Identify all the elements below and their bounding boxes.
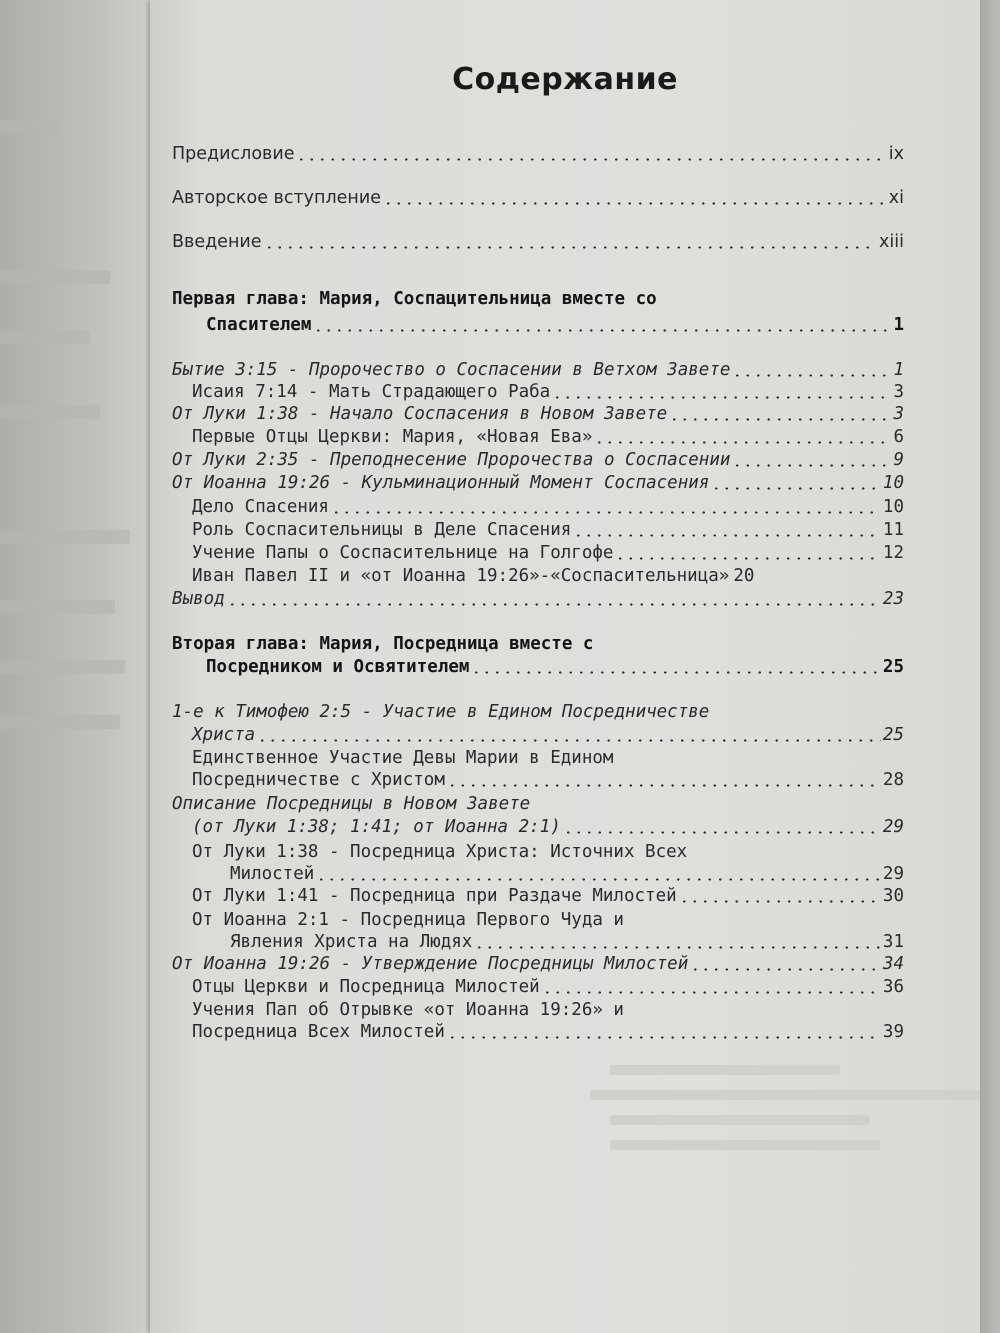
toc-entry[interactable] (230, 862, 904, 886)
toc-entry-title: Первые Отцы Церкви: Мария, «Новая Ева» (192, 427, 593, 447)
toc-page-number: 9 (893, 450, 904, 470)
bleed-through-mark (610, 1065, 840, 1075)
toc-page-number: 1 (893, 315, 904, 335)
toc-entry-title: Учение Папы о Соспасительнице на Голгофе (192, 543, 614, 563)
toc-entry-title: Вывод (172, 589, 225, 609)
dot-leader (264, 230, 878, 249)
toc-entry-title-line: От Иоанна 2:1 - Посредница Первого Чуда и (192, 910, 624, 930)
toc-entry-title: Дело Спасения (192, 497, 329, 517)
toc-page-number: 10 (882, 497, 904, 517)
dot-leader (552, 380, 891, 399)
toc-entry[interactable] (172, 471, 904, 495)
toc-entry[interactable] (192, 564, 904, 588)
toc-entry[interactable] (192, 723, 904, 747)
toc-entry-title: Исаия 7:14 - Мать Страдающего Раба (192, 382, 551, 402)
toc-entry[interactable] (172, 402, 904, 426)
chapter-heading-entry[interactable] (206, 313, 904, 337)
bleed-through-mark (0, 330, 90, 344)
toc-page-number: 31 (882, 932, 904, 952)
toc-page-number: 29 (882, 864, 904, 884)
toc-entry[interactable] (192, 380, 904, 404)
toc-entry[interactable] (172, 230, 904, 254)
toc-entry[interactable] (192, 495, 904, 519)
dot-leader (711, 471, 881, 490)
dot-leader (474, 930, 881, 949)
dot-leader (383, 186, 887, 205)
toc-entry-title: Христа (192, 725, 256, 745)
toc-entry-title: От Луки 2:35 - Преподнесение Пророчества о Соспасении (172, 450, 731, 470)
bleed-through-mark (0, 600, 115, 614)
dot-leader (471, 655, 881, 674)
toc-page-number: xi (888, 188, 904, 208)
bleed-through-mark (590, 1090, 990, 1100)
bleed-through-mark (0, 120, 60, 134)
bleed-through-mark (0, 405, 100, 419)
toc-entry-title: От Луки 1:38 - Начало Соспасения в Новом Завете (172, 404, 668, 424)
toc-page-number: 29 (882, 817, 904, 837)
toc-entry-title: Иван Павел II и «от Иоанна 19:26»-«Соспасительница» (192, 566, 730, 586)
toc-entry-title: Бытие 3:15 - Пророчество о Соспасении в Ветхом Завете (172, 360, 731, 380)
toc-entry-title: От Иоанна 19:26 - Кульминационный Момент Соспасения (172, 473, 710, 493)
toc-entry-title-line: От Луки 1:38 - Посредница Христа: Источних Всех (192, 842, 688, 862)
dot-leader (447, 768, 881, 787)
bleed-through-mark (610, 1140, 880, 1150)
dot-leader (573, 518, 881, 537)
toc-entry[interactable] (172, 952, 904, 976)
toc-page-number: 10 (882, 473, 904, 493)
bleed-through-mark (610, 1115, 870, 1125)
toc-entry-title-line: Единственное Участие Девы Марии в Едином (192, 748, 614, 768)
toc-page-number: 11 (882, 520, 904, 540)
dot-leader (296, 142, 886, 161)
dot-leader (563, 815, 881, 834)
toc-entry-title: От Иоанна 19:26 - Утверждение Посредницы Милостей (172, 954, 689, 974)
bleed-through-mark (0, 715, 120, 729)
dot-leader (679, 884, 881, 903)
toc-entry[interactable] (172, 142, 904, 166)
toc-page-number: 3 (893, 382, 904, 402)
toc-entry-title-line: Описание Посредницы в Новом Завете (172, 794, 531, 814)
toc-page-number: 30 (882, 886, 904, 906)
toc-entry-title: Явления Христа на Людях (230, 932, 473, 952)
dot-leader (257, 723, 881, 742)
toc-entry-title: Отцы Церкви и Посредница Милостей (192, 977, 540, 997)
dot-leader (316, 862, 881, 881)
chapter-heading-entry[interactable] (206, 655, 904, 679)
toc-page-number: 12 (882, 543, 904, 563)
toc-entry[interactable] (192, 975, 904, 999)
toc-page-number: 6 (893, 427, 904, 447)
toc-entry[interactable] (230, 930, 904, 954)
dot-leader (669, 402, 891, 421)
toc-page-number: ix (888, 144, 904, 164)
toc-page-number: 36 (882, 977, 904, 997)
chapter-heading: Вторая глава: Мария, Посредница вместе с (172, 634, 594, 654)
dot-leader (542, 975, 881, 994)
dot-leader (313, 313, 891, 332)
bleed-through-mark (0, 660, 125, 674)
toc-page-number: 1 (893, 360, 904, 380)
toc-entry[interactable] (172, 448, 904, 472)
dot-leader (615, 541, 880, 560)
toc-entry-title: (от Луки 1:38; 1:41; от Иоанна 2:1) (192, 817, 561, 837)
toc-entry[interactable] (172, 587, 904, 611)
bleed-through-mark (0, 270, 110, 284)
toc-entry-title: Посредничестве с Христом (192, 770, 445, 790)
toc-entry-title-line: 1-е к Тимофею 2:5 - Участие в Едином Посредничестве (172, 702, 710, 722)
toc-page-number: 3 (893, 404, 904, 424)
toc-entry[interactable] (192, 1020, 904, 1044)
toc-entry-title: Посредница Всех Милостей (192, 1022, 445, 1042)
dot-leader (690, 952, 881, 971)
toc-entry[interactable] (192, 768, 904, 792)
toc-entry[interactable] (192, 884, 904, 908)
bleed-through-mark (0, 530, 130, 544)
toc-entry-title: Посредником и Освятителем (206, 657, 470, 677)
dot-leader (594, 425, 891, 444)
toc-entry-title: Милостей (230, 864, 315, 884)
toc-page-number: 34 (882, 954, 904, 974)
toc-entry[interactable] (172, 358, 904, 382)
toc-entry-title: Введение (172, 232, 262, 252)
chapter-heading: Первая глава: Мария, Соспацительница вместе со (172, 289, 657, 309)
page-title: Содержание (452, 62, 678, 97)
dot-leader (331, 495, 881, 514)
toc-entry-title: От Луки 1:41 - Посредница при Раздаче Милостей (192, 886, 677, 906)
page-shadow-edge (980, 0, 1000, 1333)
toc-entry[interactable] (192, 541, 904, 565)
toc-page-number: 25 (882, 725, 904, 745)
dot-leader (732, 358, 891, 377)
toc-entry-title: Роль Соспасительницы в Деле Спасения (192, 520, 572, 540)
dot-leader (447, 1020, 881, 1039)
toc-entry-title: Авторское вступление (172, 188, 381, 208)
dot-leader (227, 587, 881, 606)
facing-page-edge (0, 0, 150, 1333)
toc-page-number: 20 (733, 566, 755, 586)
dot-leader (732, 448, 891, 467)
toc-page-number: 25 (882, 657, 904, 677)
toc-page-number: 23 (882, 589, 904, 609)
toc-entry-title: Предисловие (172, 144, 295, 164)
toc-entry-title: Спасителем (206, 315, 312, 335)
toc-entry[interactable] (192, 518, 904, 542)
toc-page-number: 39 (882, 1022, 904, 1042)
toc-entry[interactable] (192, 425, 904, 449)
toc-page-number: xiii (879, 232, 904, 252)
toc-entry-title-line: Учения Пап об Отрывке «от Иоанна 19:26» и (192, 1000, 624, 1020)
toc-page-number: 28 (882, 770, 904, 790)
toc-entry[interactable] (192, 815, 904, 839)
toc-entry[interactable] (172, 186, 904, 210)
